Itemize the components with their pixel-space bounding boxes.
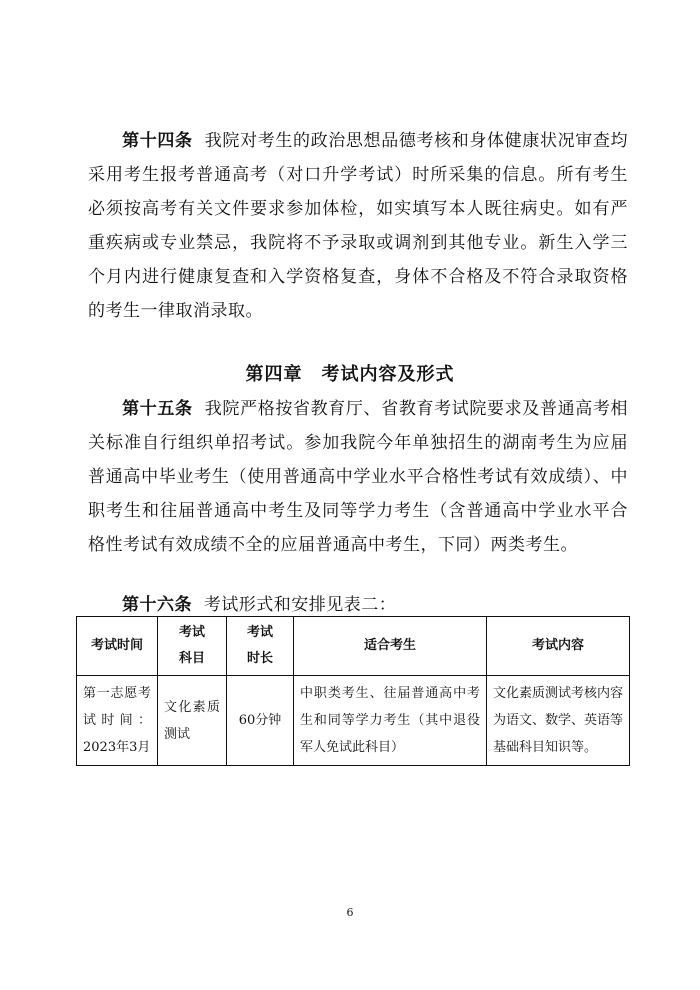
table-row bbox=[77, 676, 630, 766]
article-14-lead: 第十四条 bbox=[122, 131, 193, 151]
cell-exam-subject: 文化素质测试 bbox=[158, 676, 227, 766]
header-subject-line2: 科目 bbox=[178, 651, 205, 666]
header-duration-line1: 考试 bbox=[246, 625, 273, 640]
header-candidates: 适合考生 bbox=[294, 617, 487, 676]
header-subject-line1: 考试 bbox=[178, 625, 205, 640]
article-16-lead: 第十六条 bbox=[122, 595, 192, 615]
article-14-text: 我院对考生的政治思想品德考核和身体健康状况审查均采用考生报考普通高考（对口升学考试）时所采集的信息。所有考生必须按高考有关文件要求参加体检，如实填写本人既往病史。如有严重疾病或专业禁忌，我院将不予录取或调剂到其他专业。新生入学三个月内进行健康复查和入学资格复查，身体不合格及不符合录取资格的考生一律取消录取。 bbox=[88, 131, 629, 321]
header-exam-time: 考试时间 bbox=[77, 617, 158, 676]
header-exam-subject bbox=[158, 617, 227, 676]
page-number: 6 bbox=[346, 906, 354, 919]
header-exam-content: 考试内容 bbox=[487, 617, 630, 676]
cell-candidates: 中职类考生、往届普通高中考生和同等学力考生（其中退役军人免试此科目） bbox=[294, 676, 487, 766]
chapter-heading: 第四章 考试内容及形式 bbox=[245, 364, 455, 385]
header-exam-duration bbox=[227, 617, 294, 676]
cell-exam-time: 第一志愿考试时间：2023年3月 bbox=[77, 676, 158, 766]
cell-exam-content: 文化素质测试考核内容为语文、数学、英语等基础科目知识等。 bbox=[487, 676, 630, 766]
article-15-paragraph bbox=[88, 392, 628, 562]
cell-exam-duration: 60分钟 bbox=[227, 676, 294, 766]
header-duration-line2: 时长 bbox=[246, 651, 273, 666]
article-16-text: 考试形式和安排见表二： bbox=[203, 595, 397, 615]
exam-schedule-table bbox=[76, 616, 630, 766]
table-header-row bbox=[77, 617, 630, 676]
article-14-paragraph bbox=[88, 124, 628, 328]
article-15-text: 我院严格按省教育厅、省教育考试院要求及普通高考相关标准自行组织单招考试。参加我院今年单独招生的湖南考生为应届普通高中毕业考生（使用普通高中学业水平合格性考试有效成绩）、中职考生和往届普通高中考生及同等学力考生（含普通高中学业水平合格性考试有效成绩不全的应届普通高中考生，下同）两类考生。 bbox=[88, 399, 629, 555]
article-15-lead: 第十五条 bbox=[122, 399, 193, 419]
